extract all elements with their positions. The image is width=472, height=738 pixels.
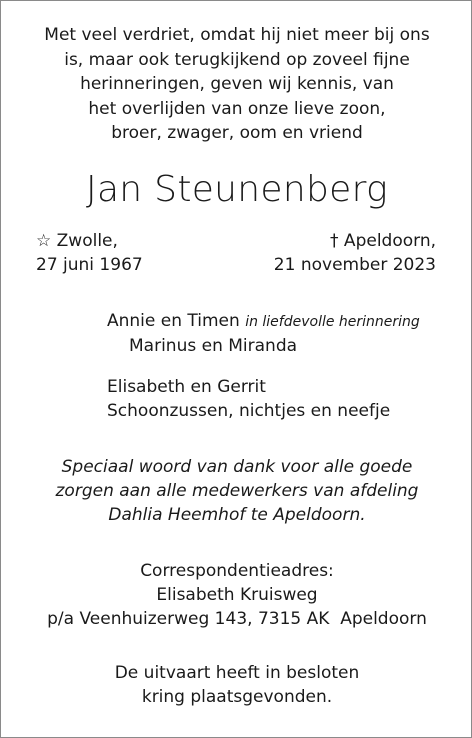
birth-place: ☆ Zwolle, [36,231,118,251]
deceased-name: Jan Steunenberg [86,169,388,210]
family-parents-line [107,309,420,334]
intro-line: Met veel verdriet, omdat hij niet meer bij ons [44,25,430,45]
thanks-text [1,455,472,527]
birth-info [36,229,143,277]
intro-line: herinneringen, geven wij kennis, van [80,74,394,95]
address-street: p/a Veenhuizerweg 143, 7315 AK Apeldoorn [47,609,427,629]
birth-date: 27 juni 1967 [36,255,143,275]
family-list [107,309,420,358]
intro-line: het overlijden van onze lieve zoon, [88,98,386,119]
correspondence-address [1,559,472,631]
family-sibling: Elisabeth en Gerrit [107,377,266,397]
family-list-2 [107,375,390,423]
family-parents: Annie en Timen [107,311,240,331]
address-name: Elisabeth Kruisweg [156,585,318,605]
funeral-line: De uitvaart heeft in besloten [114,663,360,683]
family-sibling: Marinus en Miranda [129,336,298,356]
intro-text [1,23,472,146]
death-info [274,229,436,277]
family-others: Schoonzussen, nichtjes en neefje [107,401,391,421]
address-heading: Correspondentieadres: [140,561,334,581]
death-date: 21 november 2023 [273,255,436,275]
intro-line: broer, zwager, oom en vriend [111,123,363,144]
intro-line: is, maar ook terugkijkend op zoveel fijne [64,49,410,70]
funeral-line: kring plaatsgevonden. [141,687,333,707]
thanks-line: zorgen aan alle medewerkers van afdeling [55,481,419,501]
death-place: † Apeldoorn, [330,231,436,251]
thanks-line: Speciaal woord van dank voor alle goede [61,457,413,477]
family-parents-note: in liefdevolle herinnering [245,314,420,330]
thanks-line: Dahlia Heemhof te Apeldoorn. [108,505,366,525]
funeral-notice [1,661,472,709]
